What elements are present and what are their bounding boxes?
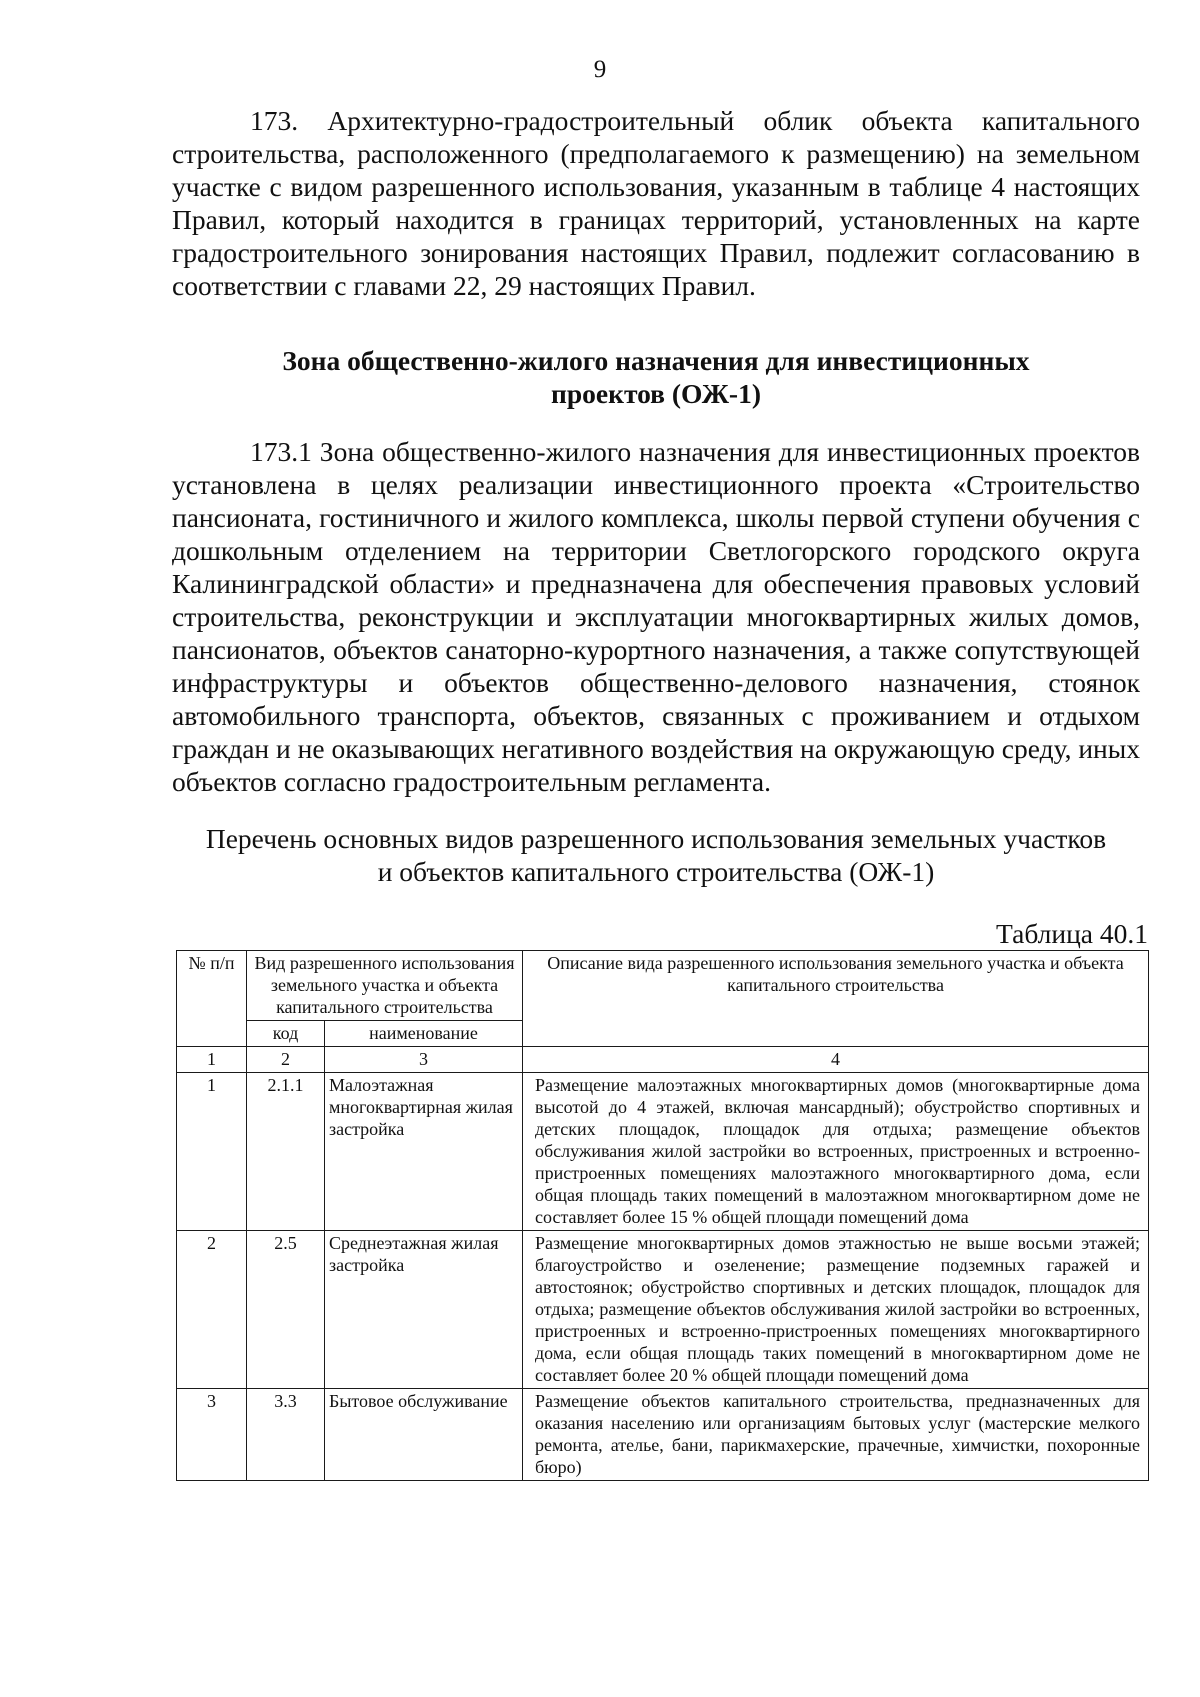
index-cell: 3 — [325, 1047, 523, 1073]
paragraph-173 — [172, 104, 1140, 302]
zone-heading-line2: проектов (ОЖ-1) — [551, 378, 761, 409]
table-label: Таблица 40.1 — [996, 918, 1148, 949]
paragraph-173-1 — [172, 435, 1140, 798]
table-index-row — [177, 1047, 1149, 1073]
header-code: код — [247, 1021, 325, 1047]
zone-heading-line1: Зона общественно-жилого назначения для инвестиционных — [282, 345, 1030, 376]
row-name: Малоэтажная многоквартирная жилая застройка — [325, 1073, 523, 1231]
row-code: 2.1.1 — [247, 1073, 325, 1231]
zone-heading — [172, 344, 1140, 410]
list-title — [172, 822, 1140, 888]
row-name: Бытовое обслуживание — [325, 1389, 523, 1481]
index-cell: 1 — [177, 1047, 247, 1073]
header-name: наименование — [325, 1021, 523, 1047]
row-code: 2.5 — [247, 1231, 325, 1389]
list-title-line2: и объектов капитального строительства (ОЖ-1) — [377, 856, 935, 887]
table-row — [177, 1073, 1149, 1231]
page-number: 9 — [593, 56, 607, 83]
table-row — [177, 1231, 1149, 1389]
paragraph-173-1-text: 173.1 Зона общественно-жилого назначения для инвестиционных проектов установлена в целях реализации инвестиционного проекта «Строительство пансионата, гостиничного и жилого комплекса, школы первой ступени обучения с дошкольным отделением на территории Светлогорского городского округа Калининградской области» и предназначена для обеспечения правовых условий строительства, реконструкции и эксплуатации многоквартирных жилых домов, пансионатов, объектов санаторно-курортного назначения, а также сопутствующей инфраструктуры и объектов общественно-делового назначения, стоянок автомобильного транспорта, объектов, связанных с проживанием и отдыхом граждан и не оказывающих негативного воздействия на окружающую среду, иных объектов согласно градостроительным регламента. — [172, 436, 1140, 797]
row-num: 1 — [177, 1073, 247, 1231]
row-num: 2 — [177, 1231, 247, 1389]
index-cell: 4 — [523, 1047, 1149, 1073]
permitted-use-table — [176, 950, 1149, 1481]
list-title-line1: Перечень основных видов разрешенного использования земельных участков — [205, 823, 1107, 854]
header-desc: Описание вида разрешенного использования земельного участка и объекта капитального строительства — [523, 951, 1149, 1047]
row-desc: Размещение малоэтажных многоквартирных домов (многоквартирные дома высотой до 4 этажей, включая мансардный); обустройство спортивных и детских площадок, площадок для отдыха; размещение объектов обслуживания жилой застройки во встроенных, пристроенных и встроенно-пристроенных помещениях малоэтажного многоквартирного дома, если общая площадь таких помещений в малоэтажном многоквартирном доме не составляет более 15 % общей площади помещений дома — [523, 1073, 1149, 1231]
row-code: 3.3 — [247, 1389, 325, 1481]
header-num: № п/п — [177, 951, 247, 1047]
row-name: Среднеэтажная жилая застройка — [325, 1231, 523, 1389]
row-num: 3 — [177, 1389, 247, 1481]
table-header-row — [177, 951, 1149, 1021]
header-kind: Вид разрешенного использования земельного участка и объекта капитального строительства — [247, 951, 523, 1021]
row-desc: Размещение многоквартирных домов этажностью не выше восьми этажей; благоустройство и озеленение; размещение подземных гаражей и автостоянок; обустройство спортивных и детских площадок, площадок для отдыха; размещение объектов обслуживания жилой застройки во встроенных, пристроенных и встроенно-пристроенных помещениях многоквартирного дома, если общая площадь таких помещений в многоквартирном доме не составляет более 20 % общей площади помещений дома — [523, 1231, 1149, 1389]
row-desc: Размещение объектов капитального строительства, предназначенных для оказания населению или организациям бытовых услуг (мастерские мелкого ремонта, ателье, бани, парикмахерские, прачечные, химчистки, похоронные бюро) — [523, 1389, 1149, 1481]
table-row — [177, 1389, 1149, 1481]
index-cell: 2 — [247, 1047, 325, 1073]
paragraph-173-text: 173. Архитектурно-градостроительный облик объекта капитального строительства, расположенного (предполагаемого к размещению) на земельном участке с видом разрешенного использования, указанным в таблице 4 настоящих Правил, который находится в границах территорий, установленных на карте градостроительного зонирования настоящих Правил, подлежит согласованию в соответствии с главами 22, 29 настоящих Правил. — [172, 105, 1140, 301]
